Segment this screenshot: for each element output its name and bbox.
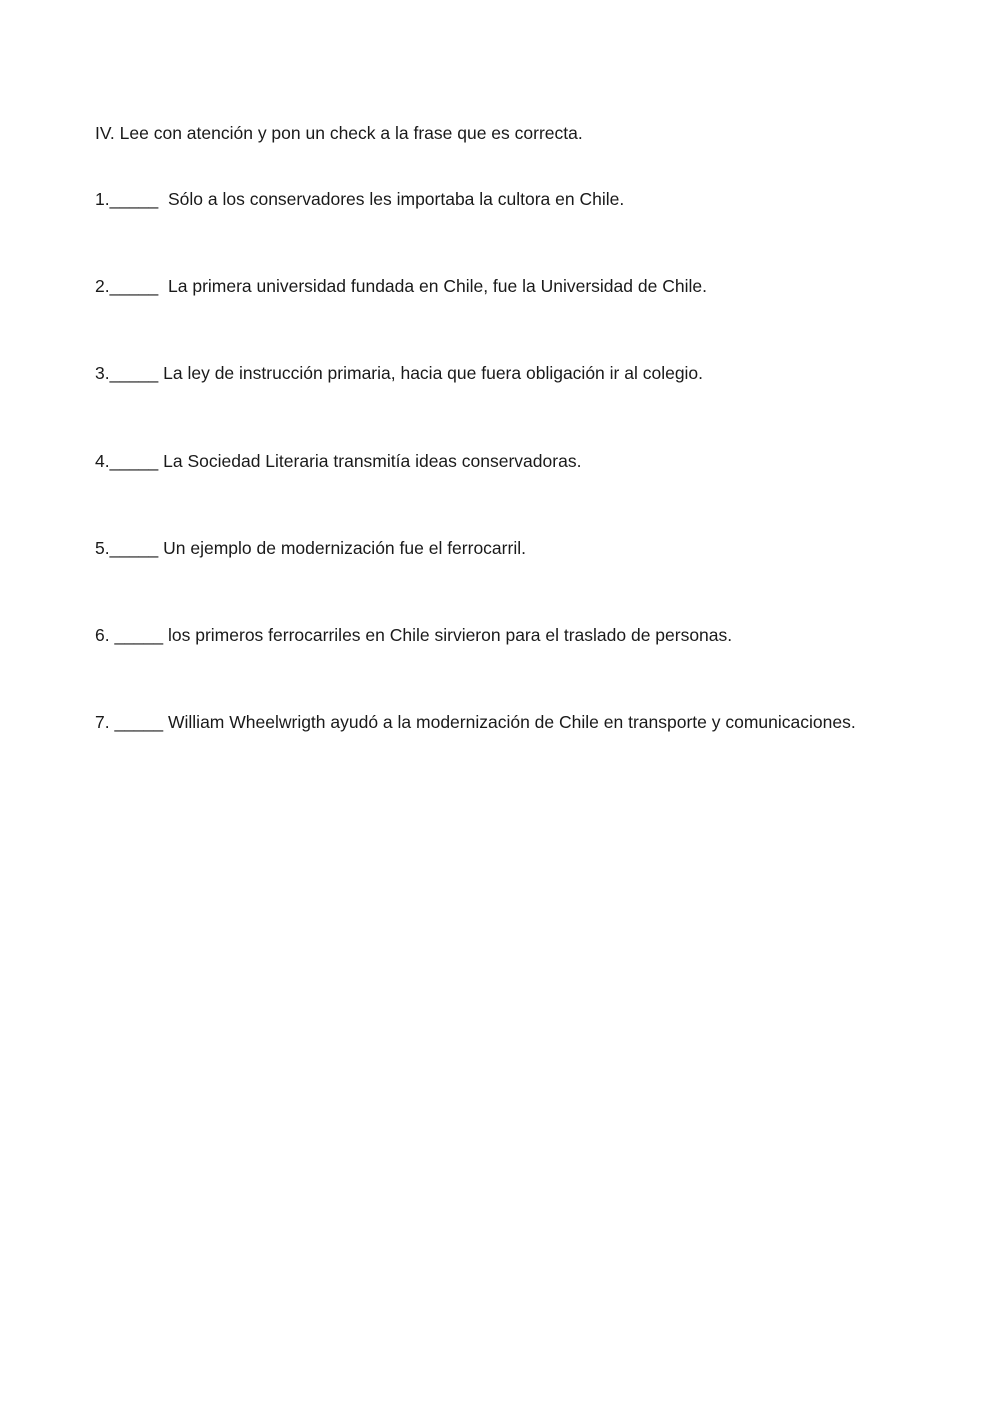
item-number: 2. bbox=[95, 276, 110, 296]
answer-blank[interactable]: _____ bbox=[109, 189, 159, 209]
statement-text: Un ejemplo de modernización fue el ferrocarril. bbox=[158, 538, 526, 558]
statement-item-3 bbox=[95, 362, 703, 384]
answer-blank[interactable]: _____ bbox=[109, 276, 159, 296]
item-number: 6. bbox=[95, 625, 115, 645]
item-number: 4. bbox=[95, 451, 110, 471]
statement-text: La Sociedad Literaria transmitía ideas conservadoras. bbox=[158, 451, 582, 471]
statement-text: William Wheelwrigth ayudó a la modernización de Chile en transporte y comunicaciones. bbox=[163, 712, 856, 732]
statement-item-1 bbox=[95, 188, 624, 210]
answer-blank[interactable]: _____ bbox=[114, 625, 164, 645]
item-number: 7. bbox=[95, 712, 115, 732]
item-number: 3. bbox=[95, 363, 110, 383]
statement-text: La primera universidad fundada en Chile, fue la Universidad de Chile. bbox=[158, 276, 707, 296]
instruction-heading: IV. Lee con atención y pon un check a la frase que es correcta. bbox=[95, 123, 583, 143]
statement-text: La ley de instrucción primaria, hacia que fuera obligación ir al colegio. bbox=[158, 363, 704, 383]
statement-item-4 bbox=[95, 450, 581, 472]
item-number: 5. bbox=[95, 538, 110, 558]
statement-item-5 bbox=[95, 537, 526, 559]
item-number: 1. bbox=[95, 189, 110, 209]
statement-item-6 bbox=[95, 624, 732, 646]
answer-blank[interactable]: _____ bbox=[109, 451, 159, 471]
statement-text: Sólo a los conservadores les importaba la cultora en Chile. bbox=[158, 189, 625, 209]
statement-item-7 bbox=[95, 711, 856, 733]
answer-blank[interactable]: _____ bbox=[109, 363, 159, 383]
statement-item-2 bbox=[95, 275, 707, 297]
answer-blank[interactable]: _____ bbox=[109, 538, 159, 558]
answer-blank[interactable]: _____ bbox=[114, 712, 164, 732]
statement-text: los primeros ferrocarriles en Chile sirvieron para el traslado de personas. bbox=[163, 625, 733, 645]
